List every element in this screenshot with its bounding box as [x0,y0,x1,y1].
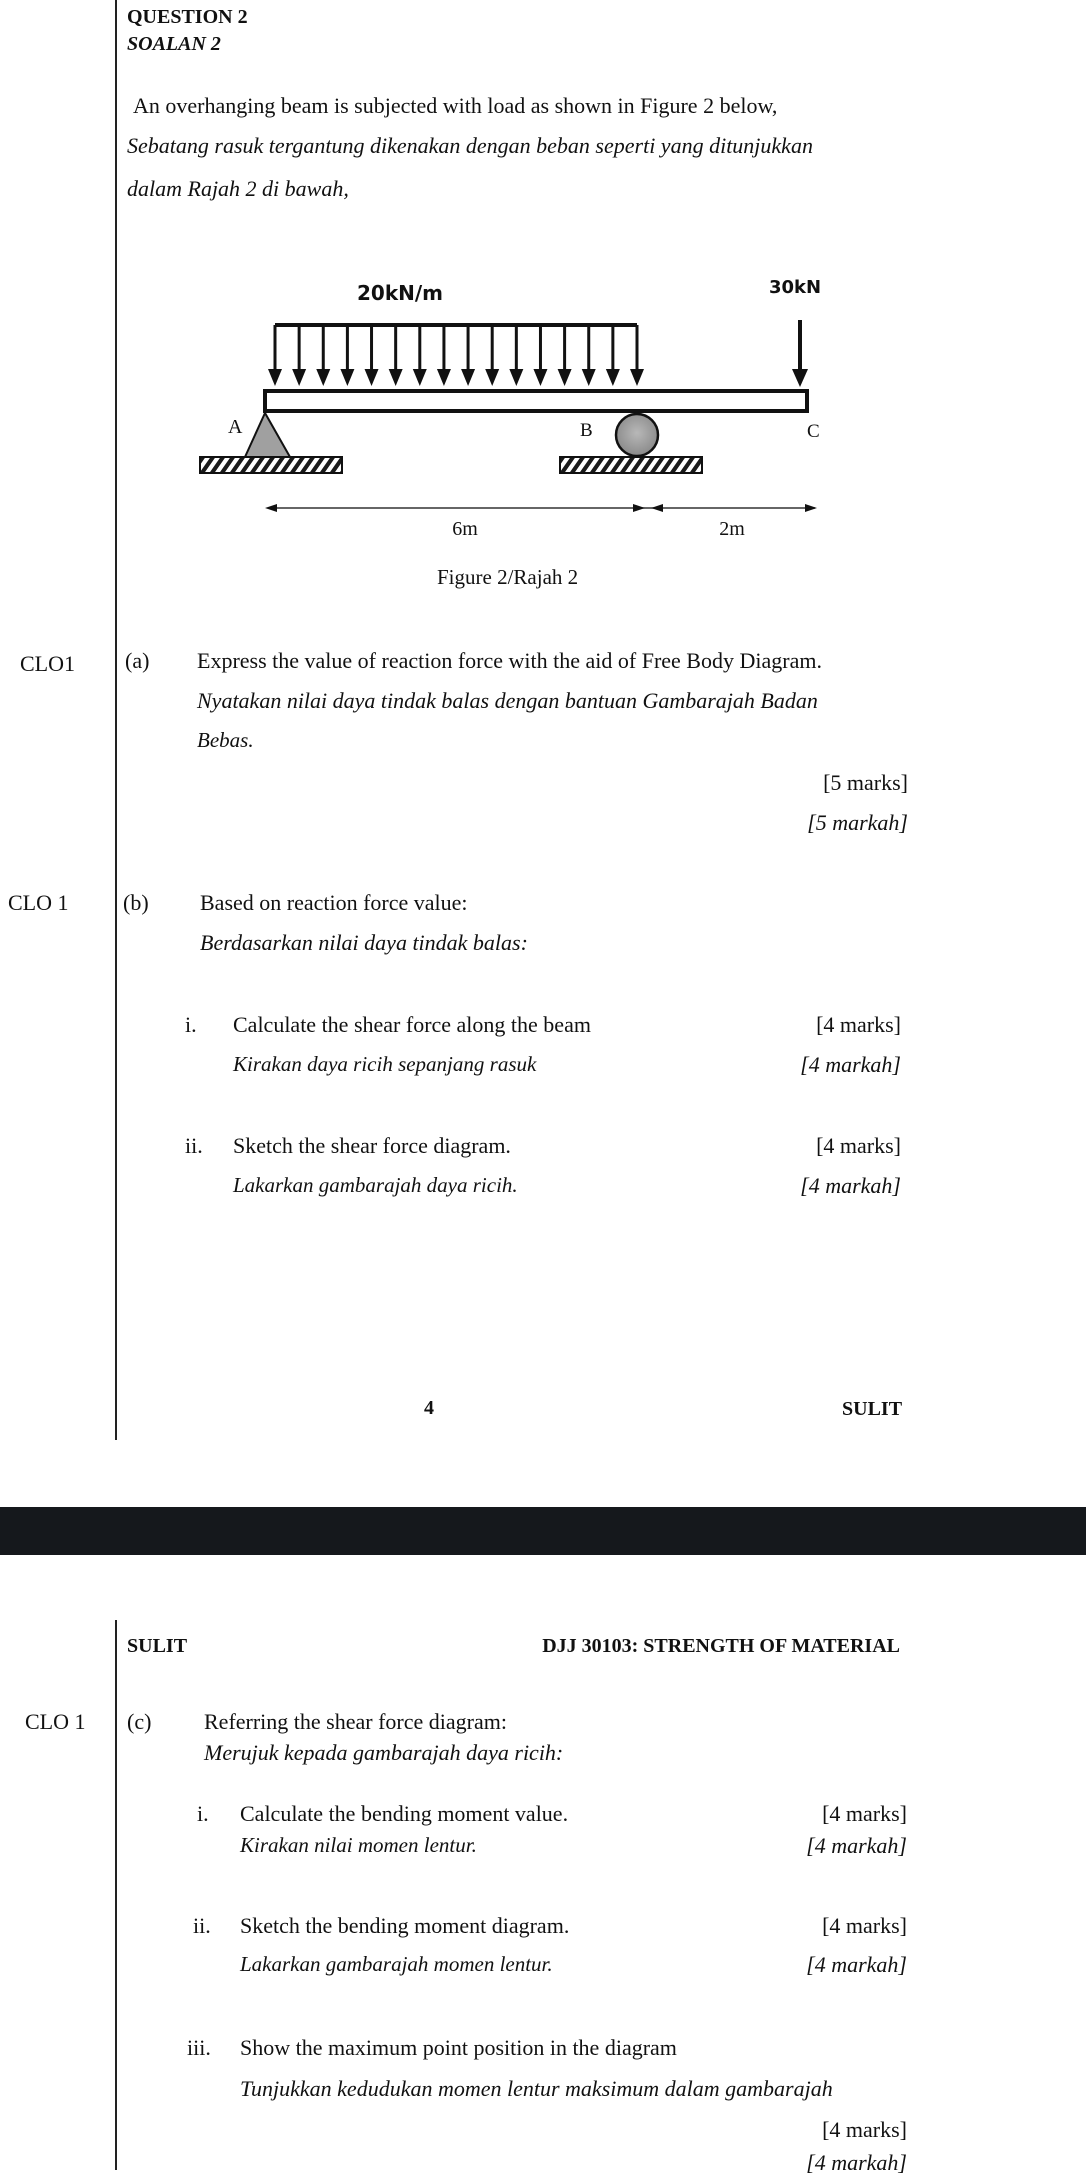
udl-arrow-head [365,369,379,386]
part-a-text-ms-1: Nyatakan nilai daya tindak balas dengan bantuan Gambarajah Badan [197,688,818,713]
clo-a: CLO1 [20,651,75,676]
part-a-text: Express the value of reaction force with the aid of Free Body Diagram. [197,648,822,673]
c-i-num: i. [197,1801,209,1826]
page-separator [0,1507,1086,1555]
c-ii-marks-ms: [4 markah] [806,1952,907,1977]
figure-caption: Figure 2/Rajah 2 [437,565,579,589]
part-b-label: (b) [123,890,149,915]
udl-arrow-head [558,369,572,386]
beam-figure [195,265,835,565]
udl-arrow-head [533,369,547,386]
page-number: 4 [424,1397,434,1419]
part-c-text-ms: Merujuk kepada gambarajah daya ricih: [204,1740,564,1765]
c-iii-text: Show the maximum point position in the diagram [240,2035,677,2060]
udl-label: 20kN/m [356,281,444,305]
question-heading: QUESTION 2 [127,6,248,28]
c-ii-text: Sketch the bending moment diagram. [240,1913,570,1938]
span-bc-label: 2m [719,518,745,540]
clo-c: CLO 1 [25,1709,86,1734]
part-a-label: (a) [125,648,150,673]
c-ii-text-ms: Lakarkan gambarajah momen lentur. [240,1952,553,1976]
c-ii-num: ii. [193,1913,211,1938]
part-a-marks-ms: [5 markah] [807,810,908,835]
c-i-marks-ms: [4 markah] [806,1833,907,1858]
udl-arrow-head [509,369,523,386]
part-c-label: (c) [127,1709,152,1734]
udl-arrow-head [630,369,644,386]
c-iii-marks-ms: [4 markah] [806,2150,907,2175]
footer-sulit: SULIT [842,1398,903,1420]
udl-arrow-head [340,369,354,386]
c-iii-num: iii. [187,2035,211,2060]
c-i-text: Calculate the bending moment value. [240,1801,569,1826]
c-ii-marks: [4 marks] [822,1913,907,1938]
clo-b: CLO 1 [8,890,69,915]
header-sulit: SULIT [127,1635,188,1657]
b-i-num: i. [185,1012,197,1037]
udl-arrow-head [485,369,499,386]
b-ii-marks: [4 marks] [816,1133,901,1158]
part-b-text-ms: Berdasarkan nilai daya tindak balas: [200,930,528,955]
b-i-marks: [4 marks] [816,1012,901,1037]
support-b-label: B [580,420,593,441]
end-c-label: C [807,421,820,442]
udl-arrow-head [461,369,475,386]
part-a-text-ms-2: Bebas. [197,728,254,752]
b-i-text: Calculate the shear force along the beam [233,1012,591,1037]
udl-arrow-head [606,369,620,386]
c-iii-text-ms: Tunjukkan kedudukan momen lentur maksimum dalam gambarajah [240,2076,833,2101]
b-ii-text: Sketch the shear force diagram. [233,1133,511,1158]
c-i-marks: [4 marks] [822,1801,907,1826]
udl-arrow-head [292,369,306,386]
part-c-text: Referring the shear force diagram: [204,1709,507,1734]
c-iii-marks: [4 marks] [822,2117,907,2142]
span-ab-label: 6m [452,518,478,540]
margin-line-2 [115,1620,117,2170]
intro-text: An overhanging beam is subjected with load as shown in Figure 2 below, [133,93,778,118]
udl-arrow-head [389,369,403,386]
support-a-label: A [228,416,243,438]
part-a-marks: [5 marks] [823,770,908,795]
intro-text-ms-1: Sebatang rasuk tergantung dikenakan dengan beban seperti yang ditunjukkan [127,133,813,158]
beam [265,391,807,411]
course-title: DJJ 30103: STRENGTH OF MATERIAL [542,1635,900,1657]
udl-arrow-head [582,369,596,386]
part-b-text: Based on reaction force value: [200,890,468,915]
dimension-line [265,504,817,512]
pin-support-a [200,413,342,473]
udl-arrows [268,325,644,386]
point-load-arrow [792,320,808,387]
question-heading-ms: SOALAN 2 [127,33,221,55]
udl-arrow-head [268,369,282,386]
b-ii-marks-ms: [4 markah] [800,1173,901,1198]
udl-arrow-head [413,369,427,386]
margin-line [115,0,117,1440]
intro-text-ms-2: dalam Rajah 2 di bawah, [127,176,349,201]
b-i-marks-ms: [4 markah] [800,1052,901,1077]
b-ii-text-ms: Lakarkan gambarajah daya ricih. [233,1173,518,1197]
udl-arrow-head [316,369,330,386]
c-i-text-ms: Kirakan nilai momen lentur. [240,1833,477,1857]
point-load-label: 30kN [768,277,822,298]
udl-arrow-head [437,369,451,386]
b-ii-num: ii. [185,1133,203,1158]
b-i-text-ms: Kirakan daya ricih sepanjang rasuk [233,1052,537,1076]
